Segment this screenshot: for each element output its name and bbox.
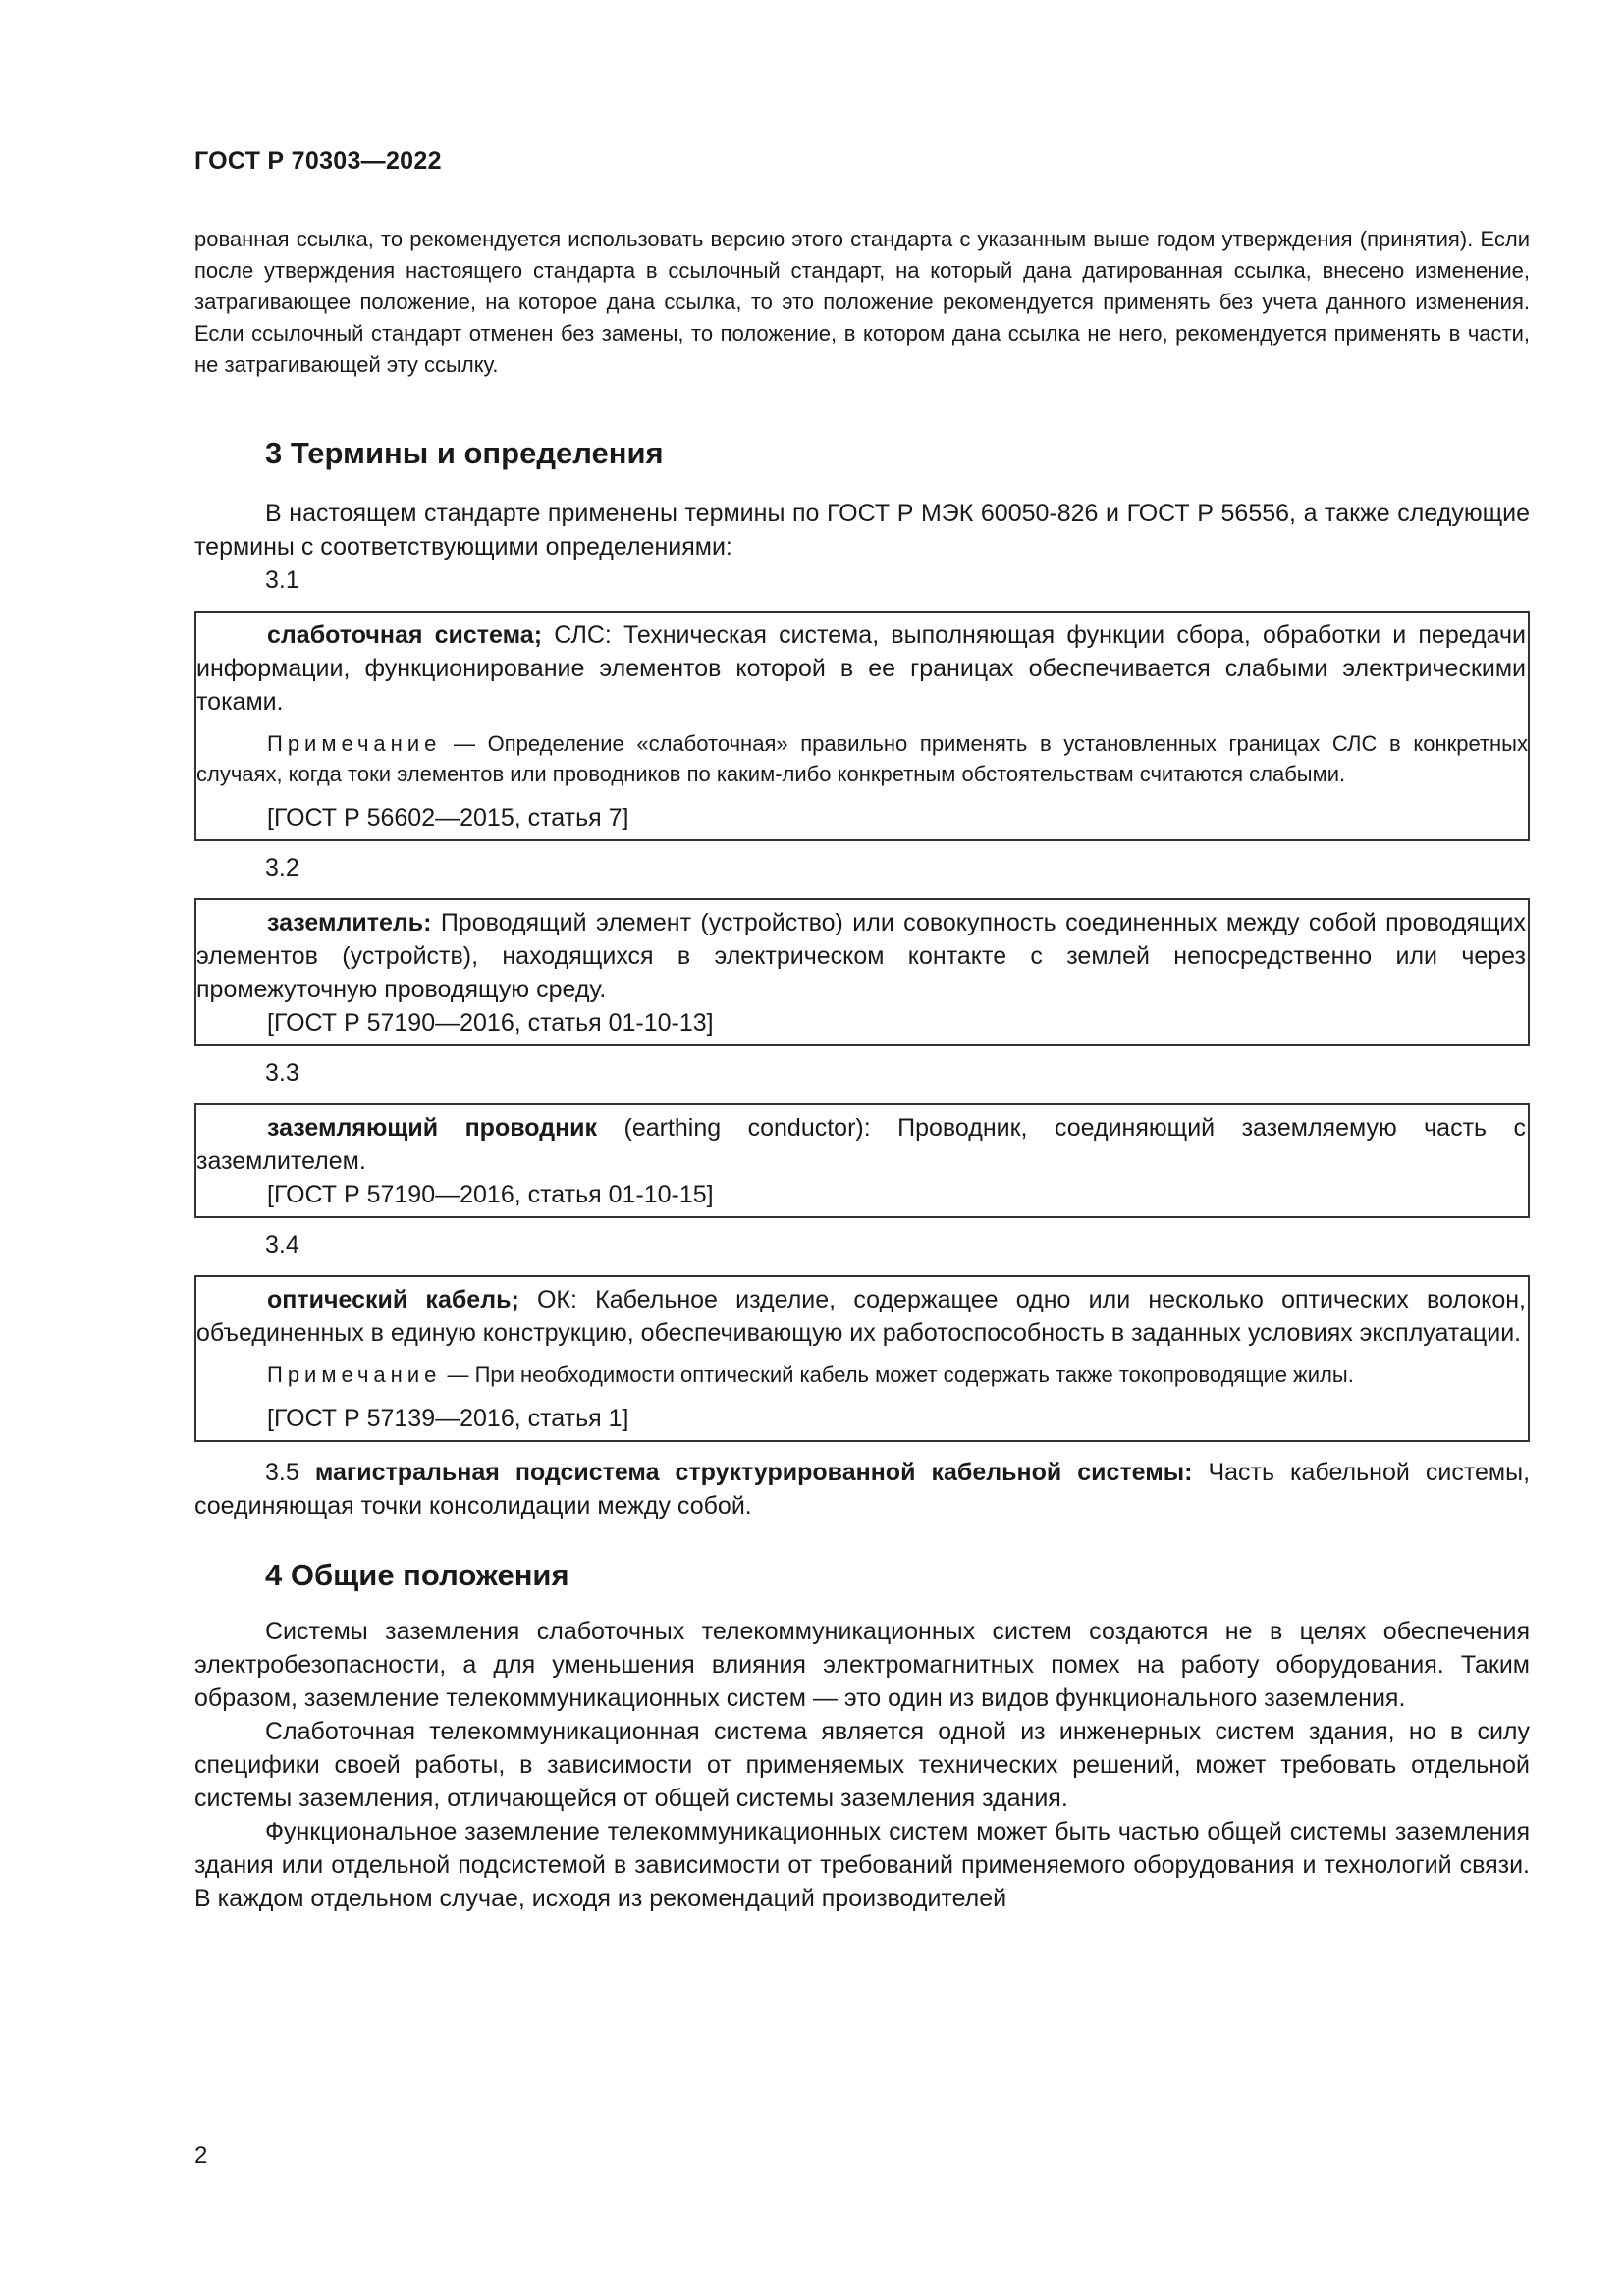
term-3-5 [194, 1456, 1530, 1522]
term-definition-text: (earthing conductor): Проводник, соединяющий заземляемую часть с заземлителем. [196, 1114, 1526, 1175]
term-definition-text: Проводящий элемент (устройство) или совокупность соединенных между собой проводящих элементов (устройств), находящихся в электрическом контакте с землей непосредственно или через промежуточную проводящую среду. [196, 909, 1526, 1003]
term-definition-text: Часть кабельной системы, соединяющая точки консолидации между собой. [194, 1459, 1531, 1520]
term-name: магистральная подсистема структурированной кабельной системы: [314, 1459, 1193, 1486]
section-3-intro: В настоящем стандарте применены термины по ГОСТ Р МЭК 60050-826 и ГОСТ Р 56556, а также следующие термины с соответствующими определениями: [194, 500, 1530, 561]
term-number: 3.3 [265, 1059, 299, 1087]
term-note [196, 1360, 1528, 1390]
term-number: 3.2 [265, 854, 299, 881]
term-box-3-1 [194, 611, 1530, 841]
standard-code-header: ГОСТ Р 70303—2022 [194, 147, 442, 175]
note-label: Примечание [267, 731, 442, 756]
document-page [194, 147, 1530, 1915]
term-name: слаботочная система; [267, 621, 543, 649]
term-box-3-3 [194, 1103, 1530, 1218]
term-source: [ГОСТ Р 57139—2016, статья 1] [267, 1405, 629, 1432]
term-note [196, 728, 1528, 789]
note-text: — Определение «слаботочная» правильно применять в установленных границах СЛС в конкретных случаях, когда токи элементов или проводников по каким-либо конкретным обстоятельствам считаются слабыми. [196, 731, 1528, 786]
term-definition [196, 1111, 1528, 1178]
term-definition-text: ОК: Кабельное изделие, содержащее одно или несколько оптических волокон, объединенных в единую конструкцию, обеспечивающую их работоспособность в заданных условиях эксплуатации. [196, 1286, 1526, 1347]
term-source: [ГОСТ Р 57190—2016, статья 01-10-13] [267, 1009, 714, 1037]
page-number: 2 [194, 2142, 208, 2168]
intro-paragraph: рованная ссылка, то рекомендуется использовать версию этого стандарта с указанным выше годом утверждения (принятия). Если после утверждения настоящего стандарта в ссылочный стандарт, на который дана датированная ссылка, внесено изменение, затрагивающее положение, на которое дана ссылка, то это положение рекомендуется применять без учета данного изменения. Если ссылочный стандарт отменен без замены, то положение, в котором дана ссылка не него, рекомендуется применять в части, не затрагивающей эту ссылку. [194, 227, 1530, 377]
note-text: — При необходимости оптический кабель может содержать также токопроводящие жилы. [441, 1362, 1354, 1387]
note-label: Примечание [267, 1362, 442, 1387]
term-name: заземлитель: [267, 909, 432, 936]
term-definition-text: СЛС: Техническая система, выполняющая функции сбора, обработки и передачи информации, функционирование элементов которой в ее границах обеспечивается слабыми электрическими токами. [196, 621, 1527, 716]
term-box-3-2 [194, 898, 1530, 1046]
term-box-3-4 [194, 1275, 1530, 1442]
term-source: [ГОСТ Р 57190—2016, статья 01-10-15] [267, 1181, 714, 1208]
section-4-paragraph: Системы заземления слаботочных телекоммуникационных систем создаются не в целях обеспечения электробезопасности, а для уменьшения влияния электромагнитных помех на работу оборудования. Таким образом, заземление телекоммуникационных систем — это один из видов функционального заземления. [194, 1618, 1530, 1712]
term-definition [196, 618, 1528, 719]
term-definition [196, 906, 1528, 1006]
section-4-title: 4 Общие положения [265, 1558, 569, 1592]
term-number: 3.4 [265, 1231, 299, 1258]
term-definition [196, 1283, 1528, 1350]
term-source: [ГОСТ Р 56602—2015, статья 7] [267, 804, 629, 831]
term-name: оптический кабель; [267, 1286, 519, 1313]
section-3-title: 3 Термины и определения [265, 436, 664, 470]
section-4-paragraph: Функциональное заземление телекоммуникационных систем может быть частью общей системы заземления здания или отдельной подсистемой в зависимости от требований применяемого оборудования и технологий связи. В каждом отдельном случае, исходя из рекомендаций производителей [194, 1818, 1530, 1912]
term-number: 3.5 [265, 1459, 299, 1486]
term-name: заземляющий проводник [267, 1114, 598, 1142]
section-4-paragraph: Слаботочная телекоммуникационная система является одной из инженерных систем здания, но в силу специфики своей работы, в зависимости от применяемых технических решений, может требовать отдельной системы заземления, отличающейся от общей системы заземления здания. [194, 1718, 1530, 1812]
term-number: 3.1 [265, 566, 299, 594]
